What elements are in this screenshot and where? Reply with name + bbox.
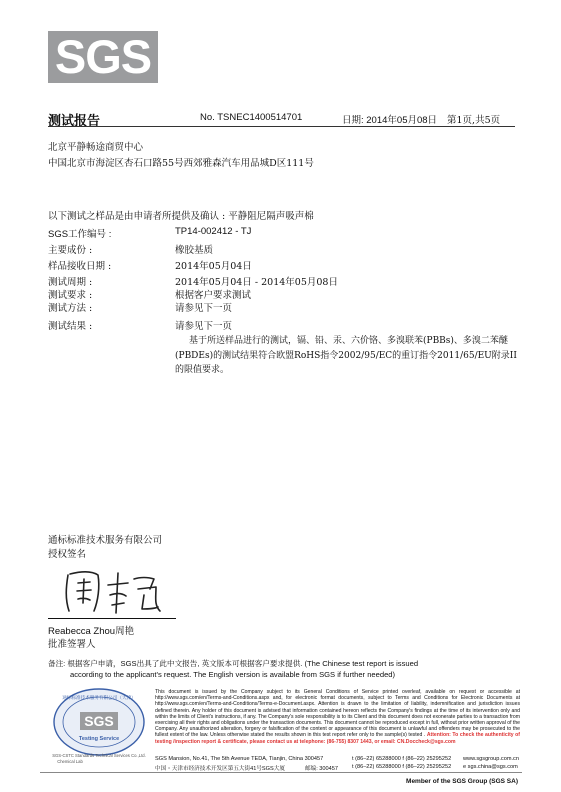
email: e sgs.china@sgs.com — [463, 764, 518, 770]
field-label: 测试周期 : — [48, 277, 93, 288]
field-value: 请参见下一页 — [175, 321, 233, 332]
field-label: 测试方法 : — [48, 303, 93, 314]
remark-line-1: 备注: 根据客户申请，SGS出具了此中文报告, 英文版本可根据客户要求提供. (The Chinese test report is issued — [48, 659, 419, 668]
report-title: 测试报告 — [48, 114, 101, 129]
field-label: SGS工作编号 : — [48, 229, 112, 240]
authenticity-warning: Attention: To check the authenticity of testing /inspection report & certificate, please contact us at telephone: (86-755) 8307 1443, or email: CN.Doccheck@sgs.com — [155, 732, 520, 745]
signature-line — [48, 618, 176, 619]
field-label: 样品接收日期 : — [48, 261, 112, 272]
remark-line-2: according to the applicant's request. The English version is available from SGS if further needed) — [70, 670, 396, 679]
legal-fine-print: This document is issued by the Company subject to its General Conditions of Service printed overleaf, available on request or accessible at http://www.sgs.com/en/Terms-and-Conditions.aspx and, for electronic format documents, subject to Terms and Conditions for Electronic Documents at http://www.sgs.com/en/Terms-and-Conditions/Terms-e-Document.aspx. Attention is drawn to the limitation of liability, indemnification and jurisdiction issues defined therein. Any holder of this document is advised that information contained hereon reflects the Company's findings at the time of its intervention only and within the limits of Client's instructions, if any. The Company's sole responsibility is to its Client and this document does not exonerate parties to a transaction from exercising all their rights and obligations under the transaction documents. This document cannot be reproduced except in full, without prior written approval of the Company. Any unauthorized alteration, forgery or falsification of the content or appearance of this document is unlawful and offenders may be prosecuted to the fullest extent of the law. Unless otherwise stated the results shown in this test report refer only to the sample(s) tested . Attention: To check the authenticity of testing /inspection report & certificate, please contact us at telephone: (86-755) 8307 1443, or email: CN.Doccheck@sgs.com — [155, 689, 520, 745]
svg-text:SGS: SGS — [84, 713, 114, 729]
postcode-chinese: 邮编: 300457 — [305, 766, 338, 772]
sgs-logo: SGS — [48, 31, 158, 83]
field-label: 测试结果 : — [48, 321, 93, 332]
website: www.sgsgroup.com.cn — [463, 756, 519, 762]
header-divider — [48, 126, 515, 127]
test-conclusion: 基于所送样品进行的测试，镉、铅、汞、六价铬、多溴联苯(PBBs)、多溴二苯醚(PBDEs)的测试结果符合欧盟RoHS指令2002/95/EC的重订指令2011/65/EU附录II的限值要求。 — [175, 336, 517, 375]
field-label: 主要成份 : — [48, 245, 93, 256]
field-value: 请参见下一页 — [175, 303, 233, 314]
field-label: 测试要求 : — [48, 290, 93, 301]
svg-text:通标标准技术服务有限公司（天津）: 通标标准技术服务有限公司（天津） — [62, 696, 136, 701]
address-english: SGS Mansion, No.41, The 5th Avenue TEDA, Tianjin, China 300457 — [155, 756, 324, 762]
svg-text:周艳: 周艳 — [176, 615, 178, 616]
authorized-signature-label: 授权签名 — [48, 549, 87, 560]
contact-english: t (86–22) 65288000 f (86–22) 25295252 — [352, 756, 452, 762]
field-value: TP14-002412 - TJ — [175, 226, 252, 237]
page-indicator: 第1页,共5页 — [447, 115, 501, 126]
company-name: 通标标准技术服务有限公司 — [48, 535, 163, 546]
sgs-group-membership: Member of the SGS Group (SGS SA) — [406, 778, 518, 785]
report-date: 日期: 2014年05月08日 — [342, 115, 438, 126]
address-chinese: 中国・天津市经济技术开发区第五大街41号SGS大厦 — [155, 766, 285, 772]
report-number: No. TSNEC1400514701 — [200, 112, 303, 123]
svg-text:Chemical Lab: Chemical Lab — [57, 759, 83, 764]
handwritten-signature — [60, 565, 180, 617]
signatory-role: 批准签署人 — [48, 639, 96, 650]
client-name: 北京平静畅途商贸中心 — [48, 142, 144, 153]
sgs-testing-stamp — [50, 686, 148, 764]
client-address: 中国北京市海淀区杏石口路55号西郊雅森汽车用品城D区111号 — [48, 158, 314, 169]
field-value: 2014年05月04日 - 2014年05月08日 — [175, 277, 338, 288]
contact-chinese: t (86–22) 65288000 f (86–22) 25295252 — [352, 764, 452, 770]
field-value: 橡胶基质 — [175, 245, 214, 256]
field-value: 2014年05月04日 — [175, 261, 252, 272]
sample-intro: 以下测试之样品是由申请者所提供及确认 : 平静阻尼隔声吸声棉 — [48, 211, 314, 222]
footer-divider — [40, 772, 522, 773]
svg-text:SGS-CSTC Standards Technical S: SGS-CSTC Standards Technical Services Co.,Ltd. — [52, 753, 146, 758]
signatory-name: Reabecca Zhou周艳 — [48, 626, 135, 637]
field-value: 根据客户要求测试 — [175, 290, 252, 301]
svg-text:Testing Service: Testing Service — [78, 736, 120, 742]
